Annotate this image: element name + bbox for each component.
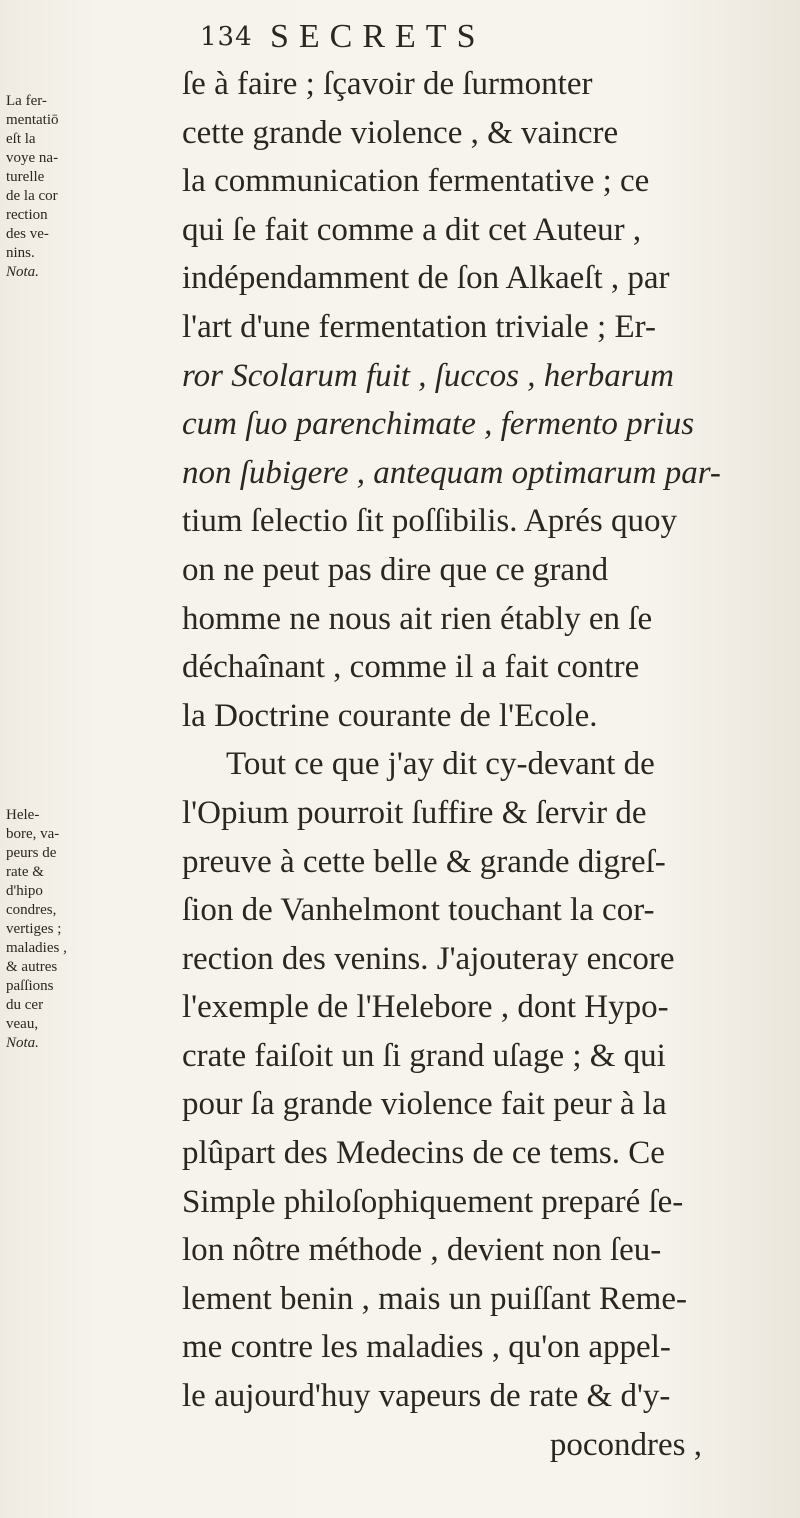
text-line: qui ſe fait comme a dit cet Auteur , [182, 211, 642, 248]
text-line: le aujourd'huy vapeurs de rate & d'y- [182, 1378, 671, 1415]
margin-note-line: de la cor [6, 188, 58, 204]
page-number: 134 [200, 22, 253, 52]
text-line: ſion de Vanhelmont touchant la cor- [182, 892, 655, 929]
text-line: lement benin , mais un puiſſant Reme- [182, 1280, 687, 1317]
text-line: l'Opium pourroit ſuffire & ſervir de [182, 794, 647, 831]
text-line: cum ſuo parenchimate , fermento prius [182, 406, 695, 443]
margin-note-line: maladies , [6, 940, 67, 956]
margin-note-line: Nota. [6, 1035, 39, 1051]
text-line: non ſubigere , antequam optimarum par- [182, 454, 721, 491]
text-line: plûpart des Medecins de ce tems. Ce [182, 1135, 665, 1172]
margin-note-line: peurs de [6, 845, 57, 861]
text-line: cette grande violence , & vaincre [182, 114, 619, 151]
margin-note-line: Hele- [6, 807, 40, 823]
text-line: ror Scolarum fuit , ſuccos , herbarum [182, 357, 674, 394]
margin-note-line: mentatiō [6, 112, 59, 128]
margin-note-line: vertiges ; [6, 921, 62, 937]
margin-notes [0, 0, 80, 1518]
margin-note-line: rate & [6, 864, 44, 880]
text-line: ſe à faire ; ſçavoir de ſurmonter [182, 66, 593, 102]
text-line: crate faiſoit un ſi grand uſage ; & qui [182, 1037, 666, 1074]
margin-note-line: d'hipo [6, 883, 43, 899]
margin-note-line: condres, [6, 902, 57, 918]
margin-note-line: eſt la [6, 131, 36, 147]
text-line: Simple philoſophiquement preparé ſe- [182, 1183, 684, 1220]
text-line: la communication fermentative ; ce [182, 163, 650, 200]
running-title: SECRETS [270, 18, 486, 55]
page-header [200, 18, 640, 60]
margin-note-line: voye na- [6, 150, 59, 166]
text-line: tium ſelectio ſit poſſibilis. Aprés quoy [182, 503, 677, 540]
text-line: pour ſa grande violence fait peur à la [182, 1086, 667, 1123]
margin-note-line: des ve- [6, 226, 49, 242]
margin-note-line: bore, va- [6, 826, 60, 842]
margin-note-line: paſſions [6, 978, 54, 994]
text-line: on ne peut pas dire que ce grand [182, 551, 609, 588]
text-line: Tout ce que j'ay dit cy-devant de [226, 746, 655, 783]
margin-note-line: La fer- [6, 93, 47, 109]
text-line: rection des venins. J'ajouteray encore [182, 940, 675, 977]
margin-note-fermentation [6, 92, 80, 282]
margin-note-line: du cer [6, 997, 44, 1013]
margin-note-line: nins. [6, 245, 35, 261]
margin-note-line: veau, [6, 1016, 39, 1032]
text-line: indépendamment de ſon Alkaeſt , par [182, 260, 670, 297]
margin-note-line: Nota. [6, 264, 39, 280]
text-line: déchaînant , comme il a fait contre [182, 649, 640, 686]
text-line: l'exemple de l'Helebore , dont Hypo- [182, 989, 669, 1026]
text-line: l'art d'une fermentation triviale ; Er- [182, 308, 656, 345]
text-line: homme ne nous ait rien étably en ſe [182, 600, 653, 637]
text-line: pocondres , [549, 1426, 702, 1463]
margin-note-line: rection [6, 207, 48, 223]
margin-note-helebore [6, 806, 80, 1053]
text-line: la Doctrine courante de l'Ecole. [182, 697, 598, 734]
margin-note-line: turelle [6, 169, 45, 185]
text-line: preuve à cette belle & grande digreſ- [182, 843, 666, 880]
text-line: me contre les maladies , qu'on appel- [182, 1329, 671, 1366]
margin-note-line: & autres [6, 959, 58, 975]
body-text [182, 60, 772, 1469]
text-line: lon nôtre méthode , devient non ſeu- [182, 1232, 662, 1269]
